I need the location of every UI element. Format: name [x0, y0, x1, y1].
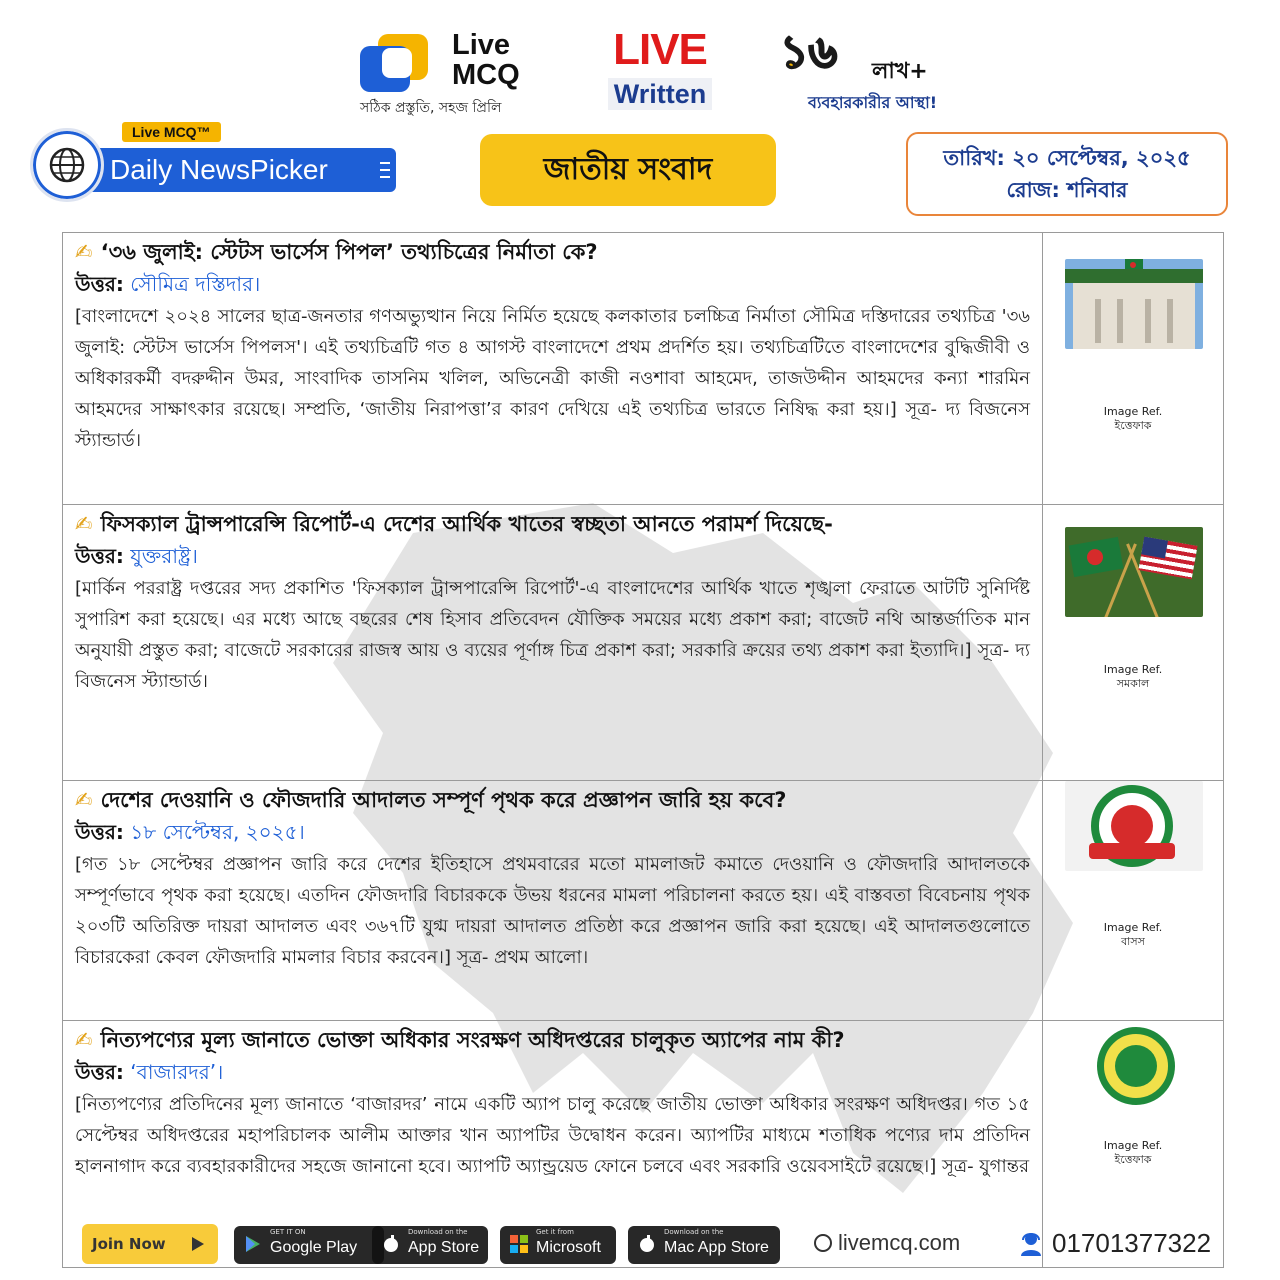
writing-hand-icon: ✍ [75, 788, 93, 812]
app-store-badge[interactable]: Download on the App Store [372, 1226, 488, 1264]
menu-lines-icon [380, 162, 390, 178]
join-now-button[interactable] [82, 1224, 218, 1264]
explanation-text: [মার্কিন পররাষ্ট্র দপ্তরের সদ্য প্রকাশিত 'ফিসক্যাল ট্রান্সপারেন্সি রিপোর্ট'-এ বাংলাদেশের আর্থিক খাতে শৃঙ্খলা ফেরাতে আটটি সুনির্দিষ্ট সুপারিশ করা হয়েছে। এর মধ্যে আছে বছরের শেষ হিসাব প্রতিবেদন যৌক্তিক সময়ের মধ্যে প্রকাশ করা; বাজেট নথি আন্তর্জাতিক মান অনুযায়ী প্রস্তুত করা; বাজেটে সরকারের রাজস্ব আয় ও ব্যয়ের পূর্ণাঙ্গ চিত্র প্রকাশ করা; সরকারি ক্রয়ের তথ্য প্রকাশ করা ইত্যাদি।] সূত্র- দ্য বিজনেস স্ট্যান্ডার্ড। [75, 578, 1030, 692]
brand-line1: Live [452, 29, 511, 61]
answer-text: ‘বাজারদর’। [130, 1060, 224, 1084]
image-ref-source: ইত্তেফাক [1114, 419, 1152, 432]
bd-us-flags-photo [1065, 527, 1203, 617]
microsoft-store-badge[interactable]: Get it from Microsoft [500, 1226, 616, 1264]
news-item-image-cell [1043, 505, 1223, 780]
live-label: LIVE [613, 25, 707, 74]
news-globe-icon [30, 128, 104, 202]
users-trust: ব্যবহারকারীর আস্থা! [808, 93, 938, 112]
apple-icon [638, 1235, 656, 1253]
day-line: রোজ: শনিবার [1006, 178, 1128, 202]
news-item-image-cell [1043, 233, 1223, 504]
question-text: দেশের দেওয়ানি ও ফৌজদারি আদালত সম্পূর্ণ পৃথক করে প্রজ্ঞাপন জারি হয় কবে? [100, 788, 787, 812]
phone-contact[interactable] [1020, 1228, 1211, 1259]
news-item [63, 233, 1223, 505]
google-play-badge[interactable]: GET IT ON Google Play [234, 1226, 384, 1264]
date-box [906, 132, 1228, 216]
written-label: Written [608, 78, 713, 110]
date-line: তারিখ: ২০ সেপ্টেম্বর, ২০২৫ [943, 146, 1191, 170]
users-badge [780, 28, 970, 118]
explanation-text: [বাংলাদেশে ২০২৪ সালের ছাত্র-জনতার গণঅভ্যুত্থান নিয়ে নির্মিত হয়েছে কলকাতার চলচ্চিত্র নির্মাতা সৌমিত্র দস্তিদারের তথ্যচিত্র '৩৬ জুলাই: স্টেটস ভার্সেস পিপলস'। এই তথ্যচিত্রটি গত ৪ আগস্ট বাংলাদেশে প্রথম প্রদর্শিত হয়। তথ্যচিত্রটিতে বাংলাদেশের বুদ্ধিজীবী ও অধিকারকর্মী বদরুদ্দীন উমর, সাংবাদিক তাসনিম খলিল, অভিনেত্রী কাজী নওশাবা আহমেদ, তাজউদ্দীন আহমদের কন্যা শারমিন আহমদের সাক্ষাৎকার রয়েছে। সম্প্রতি, ‘জাতীয় নিরাপত্তা’র কারণ দেখিয়ে এই তথ্যচিত্র ভারতে নিষিদ্ধ করা হয়।] সূত্র- দ্য বিজনেস স্ট্যান্ডার্ড। [75, 306, 1030, 451]
join-now-label: Join Now [92, 1235, 166, 1253]
question-text: নিত্যপণ্যের মূল্য জানাতে ভোক্তা অধিকার সংরক্ষণ অধিদপ্তরের চালুকৃত অ্যাপের নাম কী? [100, 1028, 845, 1052]
question-text: ফিসক্যাল ট্রান্সপারেন্সি রিপোর্ট-এ দেশের আর্থিক খাতের স্বচ্ছতা আনতে পরামর্শ দিয়েছে- [100, 512, 833, 536]
users-suffix: লাখ+ [872, 59, 928, 84]
play-store-icon [244, 1235, 262, 1253]
writing-hand-icon: ✍ [75, 240, 93, 264]
mac-app-store-badge[interactable]: Download on the Mac App Store [628, 1226, 780, 1264]
newspicker-super: Live MCQ™ [122, 122, 221, 142]
government-seal-icon [1065, 781, 1203, 871]
answer-label: উত্তর: [75, 544, 124, 568]
users-count: ১৬ [780, 27, 838, 78]
writing-hand-icon: ✍ [75, 512, 93, 536]
news-item-content [63, 505, 1043, 780]
consumer-rights-logo [1065, 1021, 1203, 1111]
image-ref-label: Image Ref. [1103, 1139, 1163, 1152]
live-written-logo[interactable] [605, 26, 715, 116]
category-title: জাতীয় সংবাদ [480, 134, 776, 206]
building-crowd-photo [1065, 259, 1203, 349]
website-text: livemcq.com [838, 1230, 961, 1255]
newspicker-logo [30, 122, 400, 212]
explanation-text: [নিত্যপণ্যের প্রতিদিনের মূল্য জানাতে ‘বাজারদর’ নামে একটি অ্যাপ চালু করেছে জাতীয় ভোক্তা অধিকার সংরক্ষণ অধিদপ্তর। গত ১৫ সেপ্টেম্বর অধিদপ্তরের মহাপরিচালক আলীম আক্তার খান অ্যাপটির উদ্বোধন করেন। অ্যাপটির মাধ্যমে শতাধিক পণ্যের দাম প্রতিদিন হালনাগাদ করে ব্যবহারকারীদের সহজে জানানো হবে। অ্যাপটি অ্যান্ড্রয়েড ফোনে চলবে এবং সরকারি ওয়েবসাইটে রয়েছে।] সূত্র- যুগান্তর [75, 1094, 1030, 1177]
apple-icon [382, 1235, 400, 1253]
image-ref-source: সমকাল [1116, 677, 1150, 690]
image-ref-source: বাসস [1121, 935, 1145, 948]
brand-line2: MCQ [452, 59, 520, 91]
image-ref-label: Image Ref. [1103, 405, 1163, 418]
answer-label: উত্তর: [75, 272, 124, 296]
news-item [63, 505, 1223, 781]
livemcq-logo-icon [360, 34, 436, 92]
answer-text: ১৮ সেপ্টেম্বর, ২০২৫। [130, 820, 305, 844]
news-item-content [63, 233, 1043, 504]
answer-text: সৌমিত্র দস্তিদার। [130, 272, 261, 296]
globe-icon [814, 1234, 832, 1252]
image-ref-label: Image Ref. [1103, 921, 1163, 934]
news-item-image-cell [1043, 781, 1223, 1020]
answer-label: উত্তর: [75, 1060, 124, 1084]
newspicker-title-bar [90, 148, 396, 192]
brand-tagline: সঠিক প্রস্তুতি, সহজ প্রিলি [360, 100, 502, 116]
question-text: ‘৩৬ জুলাই: স্টেটস ভার্সেস পিপল’ তথ্যচিত্রের নির্মাতা কে? [100, 240, 598, 264]
website-link[interactable] [814, 1230, 960, 1256]
writing-hand-icon: ✍ [75, 1028, 93, 1052]
answer-label: উত্তর: [75, 820, 124, 844]
newspicker-title: Daily NewsPicker [110, 154, 328, 185]
news-item [63, 781, 1223, 1021]
image-ref-label: Image Ref. [1103, 663, 1163, 676]
play-icon [192, 1237, 204, 1251]
livemcq-logo[interactable] [360, 30, 560, 120]
phone-number: 01701377322 [1052, 1228, 1212, 1258]
footer [66, 1222, 1226, 1268]
support-agent-icon [1020, 1230, 1042, 1256]
explanation-text: [গত ১৮ সেপ্টেম্বর প্রজ্ঞাপন জারি করে দেশের ইতিহাসে প্রথমবারের মতো মামলাজট কমাতে দেওয়ানি ও ফৌজদারি আদালতকে সম্পূর্ণভাবে পৃথক করা হয়েছে। এতদিন ফৌজদারি বিচারককে উভয় ধরনের মামলা পরিচালনা করতে হয়। এই বাস্তবতা বিবেচনায় পৃথক ২০৩টি অতিরিক্ত দায়রা আদালত এবং ৩৬৭টি যুগ্ম দায়রা আদালত প্রতিষ্ঠা করে প্রজ্ঞাপন জারি করা হয়েছে। এই আদালতগুলোতে বিচারকেরা কেবল ফৌজদারি মামলার বিচার করবেন।] সূত্র- প্রথম আলো। [75, 854, 1030, 968]
news-item-content [63, 781, 1043, 1020]
header [0, 0, 1280, 225]
answer-text: যুক্তরাষ্ট্র। [130, 544, 198, 568]
image-ref-source: ইত্তেফাক [1114, 1153, 1152, 1166]
news-table [62, 232, 1224, 1268]
windows-icon [510, 1235, 528, 1253]
